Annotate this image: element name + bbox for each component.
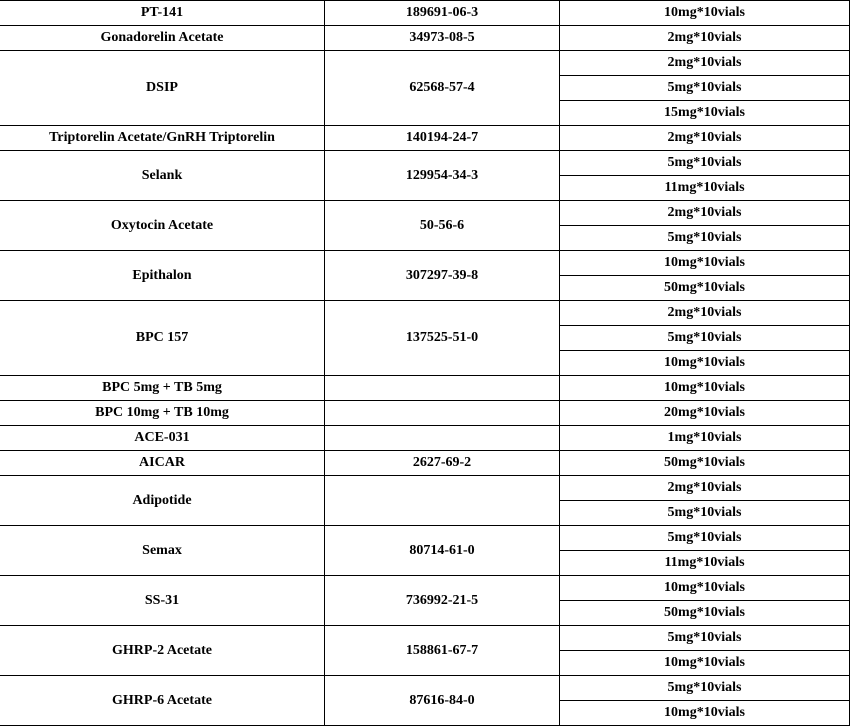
cas-number-cell xyxy=(325,401,560,426)
specification-cell: 1mg*10vials xyxy=(560,426,850,451)
specification-cell: 5mg*10vials xyxy=(560,501,850,526)
product-name-cell: Oxytocin Acetate xyxy=(0,201,325,251)
cas-number-cell: 62568-57-4 xyxy=(325,51,560,126)
specification-cell: 11mg*10vials xyxy=(560,176,850,201)
specification-cell: 5mg*10vials xyxy=(560,151,850,176)
specification-cell: 5mg*10vials xyxy=(560,226,850,251)
product-name-cell: GHRP-2 Acetate xyxy=(0,626,325,676)
table-row xyxy=(0,476,850,501)
product-name-cell: Selank xyxy=(0,151,325,201)
product-name-cell: GHRP-6 Acetate xyxy=(0,676,325,726)
cas-number-cell: 307297-39-8 xyxy=(325,251,560,301)
cas-number-cell xyxy=(325,476,560,526)
product-name-cell: BPC 10mg + TB 10mg xyxy=(0,401,325,426)
product-name-cell: Epithalon xyxy=(0,251,325,301)
specification-cell: 50mg*10vials xyxy=(560,451,850,476)
table-row xyxy=(0,151,850,176)
cas-number-cell: 80714-61-0 xyxy=(325,526,560,576)
specification-cell: 5mg*10vials xyxy=(560,526,850,551)
cas-number-cell xyxy=(325,376,560,401)
product-table-body xyxy=(0,1,850,726)
product-name-cell: PT-141 xyxy=(0,1,325,26)
specification-cell: 50mg*10vials xyxy=(560,601,850,626)
cas-number-cell: 189691-06-3 xyxy=(325,1,560,26)
table-row xyxy=(0,626,850,651)
specification-cell: 10mg*10vials xyxy=(560,376,850,401)
table-row xyxy=(0,301,850,326)
table-row xyxy=(0,426,850,451)
product-name-cell: AICAR xyxy=(0,451,325,476)
specification-cell: 2mg*10vials xyxy=(560,201,850,226)
cas-number-cell: 158861-67-7 xyxy=(325,626,560,676)
table-row xyxy=(0,451,850,476)
specification-cell: 11mg*10vials xyxy=(560,551,850,576)
specification-cell: 20mg*10vials xyxy=(560,401,850,426)
table-row xyxy=(0,1,850,26)
cas-number-cell xyxy=(325,426,560,451)
cas-number-cell: 736992-21-5 xyxy=(325,576,560,626)
product-name-cell: Adipotide xyxy=(0,476,325,526)
specification-cell: 2mg*10vials xyxy=(560,126,850,151)
table-row xyxy=(0,251,850,276)
cas-number-cell: 34973-08-5 xyxy=(325,26,560,51)
table-row xyxy=(0,51,850,76)
cas-number-cell: 129954-34-3 xyxy=(325,151,560,201)
specification-cell: 10mg*10vials xyxy=(560,1,850,26)
product-name-cell: Triptorelin Acetate/GnRH Triptorelin xyxy=(0,126,325,151)
specification-cell: 50mg*10vials xyxy=(560,276,850,301)
specification-cell: 5mg*10vials xyxy=(560,326,850,351)
cas-number-cell: 140194-24-7 xyxy=(325,126,560,151)
specification-cell: 2mg*10vials xyxy=(560,51,850,76)
table-row xyxy=(0,126,850,151)
cas-number-cell: 137525-51-0 xyxy=(325,301,560,376)
table-row xyxy=(0,201,850,226)
product-name-cell: ACE-031 xyxy=(0,426,325,451)
specification-cell: 10mg*10vials xyxy=(560,651,850,676)
specification-cell: 10mg*10vials xyxy=(560,251,850,276)
table-row xyxy=(0,676,850,701)
product-name-cell: DSIP xyxy=(0,51,325,126)
cas-number-cell: 87616-84-0 xyxy=(325,676,560,726)
specification-cell: 5mg*10vials xyxy=(560,676,850,701)
product-name-cell: Gonadorelin Acetate xyxy=(0,26,325,51)
table-row xyxy=(0,401,850,426)
product-name-cell: BPC 5mg + TB 5mg xyxy=(0,376,325,401)
specification-cell: 10mg*10vials xyxy=(560,351,850,376)
table-row xyxy=(0,526,850,551)
specification-cell: 5mg*10vials xyxy=(560,626,850,651)
product-name-cell: BPC 157 xyxy=(0,301,325,376)
product-name-cell: Semax xyxy=(0,526,325,576)
cas-number-cell: 50-56-6 xyxy=(325,201,560,251)
specification-cell: 10mg*10vials xyxy=(560,701,850,726)
specification-cell: 10mg*10vials xyxy=(560,576,850,601)
table-row xyxy=(0,376,850,401)
specification-cell: 2mg*10vials xyxy=(560,476,850,501)
specification-cell: 15mg*10vials xyxy=(560,101,850,126)
table-row xyxy=(0,26,850,51)
product-name-cell: SS-31 xyxy=(0,576,325,626)
specification-cell: 2mg*10vials xyxy=(560,301,850,326)
specification-cell: 5mg*10vials xyxy=(560,76,850,101)
cas-number-cell: 2627-69-2 xyxy=(325,451,560,476)
table-row xyxy=(0,576,850,601)
specification-cell: 2mg*10vials xyxy=(560,26,850,51)
